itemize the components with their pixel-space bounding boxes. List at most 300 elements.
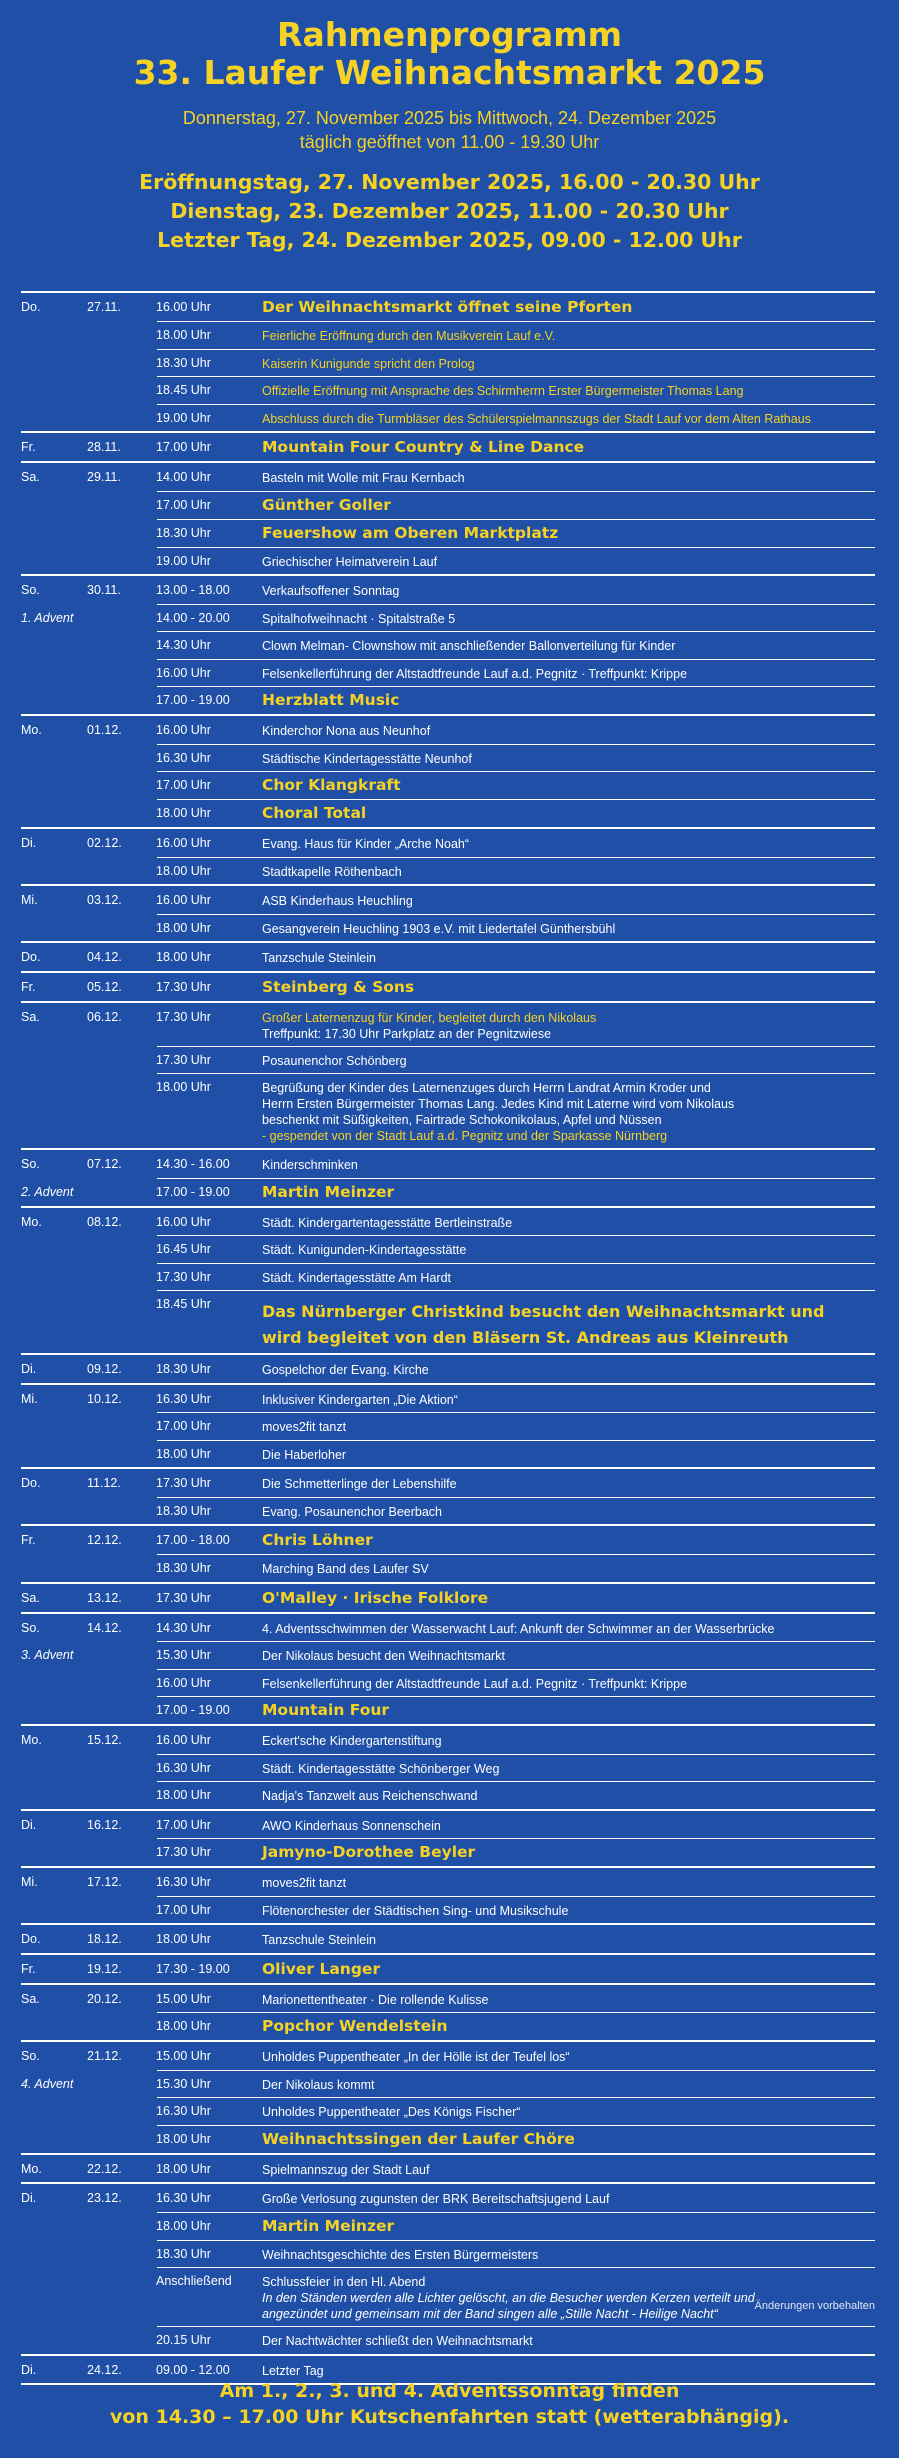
event-description: Inklusiver Kindergarten „Die Aktion“ [262,1392,458,1407]
event-description: Abschluss durch die Turmbläser des Schülerspielmannszugs der Stadt Lauf vor dem Alten Rathaus [262,411,811,426]
event-time: 18.30 Uhr [156,2246,211,2261]
event-description [262,1003,875,1046]
event-row [21,1150,875,1178]
event-time: 18.30 Uhr [156,355,211,370]
event-line: - gespendet von der Stadt Lauf a.d. Pegnitz und der Sparkasse Nürnberg [262,1129,668,1143]
event-description [262,1290,875,1353]
event-row [21,1811,875,1839]
event-row [21,973,875,1001]
weekday-empty [21,2326,87,2333]
event-line: beschenkt mit Süßigkeiten, Fairtrade Schokonikolaus, Apfel und Nüssen [262,1113,662,1127]
event-time: 15.00 Uhr [156,2049,211,2063]
day-block [21,1923,875,1953]
event-time: 16.30 Uhr [156,1391,211,1406]
footer-line-2: von 14.30 – 17.00 Uhr Kutschenfahrten statt (wetterabhängig). [109,2406,790,2428]
event-time: 09.00 - 12.00 [156,2362,230,2377]
day-block [21,1383,875,1468]
event-description: Popchor Wendelstein [262,2017,448,2035]
event-time: 16.30 Uhr [156,2191,211,2205]
event-description: Weihnachtssingen der Laufer Chöre [262,2129,575,2148]
event-row [21,1497,875,1525]
weekday: Di. [21,1817,37,1832]
event-description: Große Verlosung zugunsten der BRK Bereitschaftsjugend Lauf [262,2192,610,2206]
event-row [21,1469,875,1497]
event-description: Unholdes Puppentheater „Des Königs Fischer“ [262,2105,521,2119]
weekday-empty [21,1554,87,1561]
day-block [21,1206,875,1354]
special-day-last: Letzter Tag, 24. Dezember 2025, 09.00 - 12.00 Uhr [157,228,742,252]
weekday-empty [21,2097,87,2104]
event-time: 14.00 - 20.00 [156,610,230,625]
date-empty [87,2097,156,2104]
event-time: 17.00 Uhr [156,440,211,454]
event-row [21,1669,875,1697]
event-row [21,1554,875,1582]
event-row [21,2155,875,2183]
event-row [21,1838,875,1866]
date: 23.12. [87,2191,122,2205]
weekday-empty [21,2240,87,2247]
footer-line-1: Am 1., 2., 3. und 4. Adventssonntag finden [219,2380,680,2402]
title-line-2: 33. Laufer Weihnachtsmarkt 2025 [133,53,766,92]
day-block [21,431,875,461]
date-empty [87,686,156,693]
event-row [21,2240,875,2268]
weekday-empty [21,1235,87,1242]
event-description: Kinderschminken [262,1158,358,1172]
event-row [21,1641,875,1669]
event-description: Choral Total [262,804,367,822]
event-time: 17.30 Uhr [156,1476,211,1490]
event-row [21,1440,875,1468]
event-row [21,2070,875,2098]
event-time: 19.00 Uhr [156,553,211,568]
date-empty [87,799,156,806]
date: 19.12. [87,1961,122,1976]
event-description: Feuershow am Oberen Marktplatz [262,523,559,542]
event-row [21,547,875,575]
event-time: 14.30 Uhr [156,1620,211,1635]
weekday: Mi. [21,1875,38,1889]
event-line: Schlussfeier in den Hl. Abend [262,2275,426,2289]
event-row [21,2267,875,2326]
event-row [21,1584,875,1612]
weekday: Do. [21,300,41,314]
weekday-empty [21,519,87,526]
date-empty [87,914,156,921]
date: 29.11. [87,470,121,484]
date-empty [87,1073,156,1080]
event-time: 18.00 Uhr [156,1788,211,1802]
date-empty [87,349,156,356]
event-row [21,2097,875,2125]
weekday: Di. [21,1362,37,1376]
event-row [21,716,875,744]
day-block [21,1809,875,1867]
event-time: 16.00 Uhr [156,300,211,314]
event-description: Städtische Kindertagesstätte Neunhof [262,751,472,766]
event-row [21,576,875,604]
weekday-empty [21,2012,87,2019]
event-line: angezündet und gemeinsam mit der Band singen alle „Stille Nacht - Heilige Nacht“ [262,2307,718,2321]
event-line: In den Ständen werden alle Lichter gelöscht, an die Besucher werden Kerzen verteilt und [262,2291,755,2305]
weekday-empty [21,857,87,864]
date-empty [87,1838,156,1845]
event-description: Spitalhofweihnacht · Spitalstraße 5 [262,611,456,626]
event-description: Städt. Kindergartentagesstätte Bertleinstraße [262,1215,513,1230]
weekday-empty [21,1046,87,1053]
weekday-empty [21,1497,87,1504]
day-block [21,1866,875,1923]
weekday: Sa. [21,1991,40,2006]
weekday-empty [21,2125,87,2132]
event-description: Weihnachtsgeschichte des Ersten Bürgermeisters [262,2247,539,2262]
event-description: Tanzschule Steinlein [262,951,376,965]
date: 24.12. [87,2362,122,2377]
event-row [21,1955,875,1983]
day-block [21,714,875,827]
weekday: So. [21,583,40,597]
event-row [21,376,875,404]
weekday-empty [21,1781,87,1788]
event-description: Felsenkellerführung der Altstadtfreunde Lauf a.d. Pegnitz · Treffpunkt: Krippe [262,1676,688,1691]
event-row [21,1235,875,1263]
event-description: Die Schmetterlinge der Lebenshilfe [262,1477,457,1491]
weekday: Di. [21,836,37,850]
date: 04.12. [87,950,122,964]
weekday: Fr. [21,979,36,994]
event-description [262,1073,875,1148]
event-description: Offizielle Eröffnung mit Ansprache des Schirmherrn Erster Bürgermeister Thomas Lang [262,384,744,398]
date: 07.12. [87,1157,122,1171]
event-row [21,659,875,687]
event-line: Treffpunkt: 17.30 Uhr Parkplatz an der Pegnitzwiese [262,1026,552,1041]
event-time: 18.00 Uhr [156,2131,211,2146]
day-block [21,1353,875,1383]
event-description: moves2fit tanzt [262,1420,347,1434]
event-row [21,519,875,547]
event-description: Jamyno-Dorothee Beyler [262,1843,476,1861]
event-line: Herrn Ersten Bürgermeister Thomas Lang. Jedes Kind mit Laterne wird vom Nikolaus [262,1097,735,1111]
event-time: 17.30 Uhr [156,1590,211,1605]
day-block [21,2153,875,2183]
event-time: 16.30 Uhr [156,1760,211,1775]
date-empty [87,1641,156,1648]
event-description: Chor Klangkraft [262,776,401,794]
event-row [21,1412,875,1440]
event-time: 13.00 - 18.00 [156,583,230,597]
date-empty [87,2125,156,2132]
special-days [0,168,899,255]
event-row [21,744,875,772]
weekday: Di. [21,2191,37,2205]
weekday: So. [21,2049,40,2063]
event-row [21,2326,875,2354]
weekday-empty [21,376,87,383]
date: 28.11. [87,440,121,454]
event-row [21,1263,875,1291]
date-empty [87,1235,156,1242]
date: 18.12. [87,1932,122,1946]
date: 22.12. [87,2161,122,2176]
event-row [21,2125,875,2153]
event-description: Der Nikolaus kommt [262,2077,375,2092]
event-time: 17.00 - 19.00 [156,693,230,707]
weekday-empty [21,771,87,778]
event-row [21,404,875,432]
weekday: Mo. [21,2161,42,2176]
date-empty [87,1263,156,1270]
weekday-empty [21,321,87,328]
event-time: 16.30 Uhr [156,750,211,765]
title-line-1: Rahmenprogramm [277,15,622,54]
date-empty [87,1696,156,1703]
day-block [21,574,875,714]
event-description: Posaunenchor Schönberg [262,1053,407,1068]
date-empty [87,2012,156,2019]
date-empty [87,1290,156,1297]
weekday-empty [21,1754,87,1761]
event-row [21,1073,875,1148]
event-time: 14.00 Uhr [156,470,211,484]
event-time: 16.30 Uhr [156,2104,211,2118]
event-time: 18.30 Uhr [156,1503,211,1518]
event-row [21,631,875,659]
date-empty [87,604,156,611]
date: 17.12. [87,1875,122,1889]
event-time: 16.00 Uhr [156,1675,211,1690]
weekday-empty [21,1669,87,1676]
weekday-empty [21,491,87,498]
event-description: Chris Löhner [262,1531,373,1549]
event-time: 17.00 - 19.00 [156,1703,230,1717]
weekday: Mo. [21,1733,42,1747]
event-description: Nadja's Tanzwelt aus Reichenschwand [262,1789,478,1803]
event-description: Städt. Kindertagesstätte Schönberger Weg [262,1761,500,1776]
event-description: Martin Meinzer [262,2216,395,2235]
weekday: Do. [21,1932,41,1946]
event-time: 17.30 Uhr [156,1269,211,1284]
weekday-empty [21,686,87,693]
special-day-opening: Eröffnungstag, 27. November 2025, 16.00 - 20.30 Uhr [139,170,760,194]
event-description: Steinberg & Sons [262,977,415,996]
event-description: Spielmannszug der Stadt Lauf [262,2162,430,2177]
weekday-empty [21,659,87,666]
weekday: Fr. [21,1533,36,1547]
event-description: Unholdes Puppentheater „In der Hölle ist der Teufel los“ [262,2050,570,2064]
event-description: Kinderchor Nona aus Neunhof [262,724,431,738]
event-time: 16.00 Uhr [156,723,211,737]
event-row [21,886,875,914]
date-empty [87,1046,156,1053]
event-row [21,914,875,942]
opening-hours: täglich geöffnet von 11.00 - 19.30 Uhr [299,132,600,152]
event-time: 18.00 Uhr [156,1080,211,1094]
event-line: Großer Laternenzug für Kinder, begleitet durch den Nikolaus [262,1010,597,1025]
event-description: Feierliche Eröffnung durch den Musikverein Lauf e.V. [262,329,556,343]
event-row [21,771,875,799]
date-empty [87,1781,156,1788]
event-row [21,1726,875,1754]
event-time: 17.00 - 18.00 [156,1533,230,1547]
weekday-empty [21,2212,87,2219]
weekday: Mi. [21,1391,38,1406]
weekday: So. [21,1157,40,1171]
weekday: Sa. [21,1009,40,1024]
weekday-empty [21,1440,87,1447]
date-empty [87,2326,156,2333]
event-description: Martin Meinzer [262,1182,395,1201]
weekday: Fr. [21,1961,36,1976]
event-description: moves2fit tanzt [262,1876,347,1890]
date-empty [87,2240,156,2247]
date: 16.12. [87,1817,122,1832]
weekday: So. [21,1620,40,1635]
event-time: 17.00 Uhr [156,1902,211,1917]
date-empty [87,321,156,328]
event-row [21,1985,875,2013]
event-time: 18.00 Uhr [156,2019,211,2033]
event-description: Basteln mit Wolle mit Frau Kernbach [262,471,465,485]
event-row [21,1925,875,1953]
event-time: 17.00 Uhr [156,497,211,512]
event-row [21,1781,875,1809]
event-time: 17.30 Uhr [156,979,211,994]
event-time: 16.45 Uhr [156,1242,211,1256]
event-time: 17.30 Uhr [156,1052,211,1067]
date-empty [87,771,156,778]
weekday: Do. [21,950,41,964]
event-time: 17.30 Uhr [156,1009,211,1024]
date: 10.12. [87,1391,122,1406]
event-line: Begrüßung der Kinder des Laternenzuges durch Herrn Landrat Armin Kroder und [262,1081,711,1095]
weekday-empty [21,1896,87,1903]
date-empty [87,404,156,411]
day-block [21,1001,875,1149]
event-time: 18.00 Uhr [156,920,211,935]
event-time: 18.45 Uhr [156,1297,211,1311]
day-block [21,1524,875,1582]
day-block [21,1582,875,1612]
date-empty [87,659,156,666]
event-description: Günther Goller [262,495,391,514]
event-row [21,433,875,461]
date: 11.12. [87,1476,121,1490]
day-block [21,2182,875,2354]
event-row [21,491,875,519]
event-row [21,1178,875,1206]
weekday-empty [21,1073,87,1080]
day-block [21,1953,875,1983]
event-time: 17.00 - 19.00 [156,1184,230,1199]
event-time: 16.00 Uhr [156,665,211,680]
weekday: Mi. [21,893,38,907]
event-description: Der Nikolaus besucht den Weihnachtsmarkt [262,1649,505,1663]
weekday-empty [21,799,87,806]
event-row [21,1385,875,1413]
day-block [21,1148,875,1206]
event-line: wird begleitet von den Bläsern St. Andreas aus Kleinreuth [262,1328,789,1347]
event-description: AWO Kinderhaus Sonnenschein [262,1818,441,1833]
event-time: 18.30 Uhr [156,1561,211,1575]
event-description: Gospelchor der Evang. Kirche [262,1363,429,1377]
event-time: 20.15 Uhr [156,2333,211,2347]
event-description: Der Weihnachtsmarkt öffnet seine Pforten [262,298,633,316]
day-block [21,1612,875,1725]
event-description: Die Haberloher [262,1447,347,1462]
event-description: Mountain Four [262,1701,390,1719]
date-empty [87,491,156,498]
event-row [21,463,875,491]
event-time: 18.30 Uhr [156,525,211,540]
event-description: Felsenkellerführung der Altstadtfreunde Lauf a.d. Pegnitz · Treffpunkt: Krippe [262,666,688,681]
date: 21.12. [87,2049,122,2063]
event-description: Verkaufsoffener Sonntag [262,584,400,598]
event-time: 16.00 Uhr [156,1214,211,1229]
weekday: Fr. [21,440,36,454]
weekday-empty [21,1838,87,1845]
opening-dates-range: Donnerstag, 27. November 2025 bis Mittwoch, 24. Dezember 2025 [182,108,717,128]
event-row [21,857,875,885]
event-time: 15.30 Uhr [156,1648,211,1662]
event-time: 17.30 Uhr [156,1845,211,1859]
event-time: 16.00 Uhr [156,836,211,850]
event-row [21,1896,875,1924]
date-empty [87,1554,156,1561]
event-description: Flötenorchester der Städtischen Sing- und Musikschule [262,1903,569,1918]
event-row [21,799,875,827]
event-time: 16.00 Uhr [156,893,211,907]
event-time: 18.00 Uhr [156,950,211,964]
date: 02.12. [87,836,122,850]
date-empty [87,1896,156,1903]
event-description: Der Nachtwächter schließt den Weihnachtsmarkt [262,2334,533,2348]
date: 27.11. [87,300,121,314]
event-description: Städt. Kindertagesstätte Am Hardt [262,1270,451,1285]
date-empty [87,2267,156,2274]
event-description: Gesangverein Heuchling 1903 e.V. mit Liedertafel Günthersbühl [262,921,616,936]
weekday-empty [21,547,87,554]
event-time: 18.00 Uhr [156,328,211,342]
weekday-empty [21,404,87,411]
event-row [21,686,875,714]
event-row [21,2042,875,2070]
event-description: Mountain Four Country & Line Dance [262,438,585,456]
weekday-empty [21,1263,87,1270]
day-block [21,1983,875,2041]
date: 06.12. [87,1009,122,1024]
header [0,0,899,255]
day-block [21,1467,875,1524]
event-description: Letzter Tag [262,2363,324,2378]
event-time: Anschließend [156,2274,232,2288]
weekday-empty [21,631,87,638]
event-time: 15.00 Uhr [156,1991,211,2006]
event-description [262,2267,875,2326]
date-empty [87,2070,156,2077]
event-time: 17.00 Uhr [156,1817,211,1832]
date: 09.12. [87,1362,122,1376]
event-description: Städt. Kunigunden-Kindertagesstätte [262,1243,467,1257]
event-row [21,321,875,349]
date: 20.12. [87,1991,122,2006]
special-day-23-dec: Dienstag, 23. Dezember 2025, 11.00 - 20.30 Uhr [170,199,729,223]
event-description: O'Malley · Irische Folklore [262,1588,489,1607]
event-row [21,1003,875,1046]
day-block [21,2040,875,2153]
date-empty [87,1754,156,1761]
schedule-table [21,291,875,2385]
